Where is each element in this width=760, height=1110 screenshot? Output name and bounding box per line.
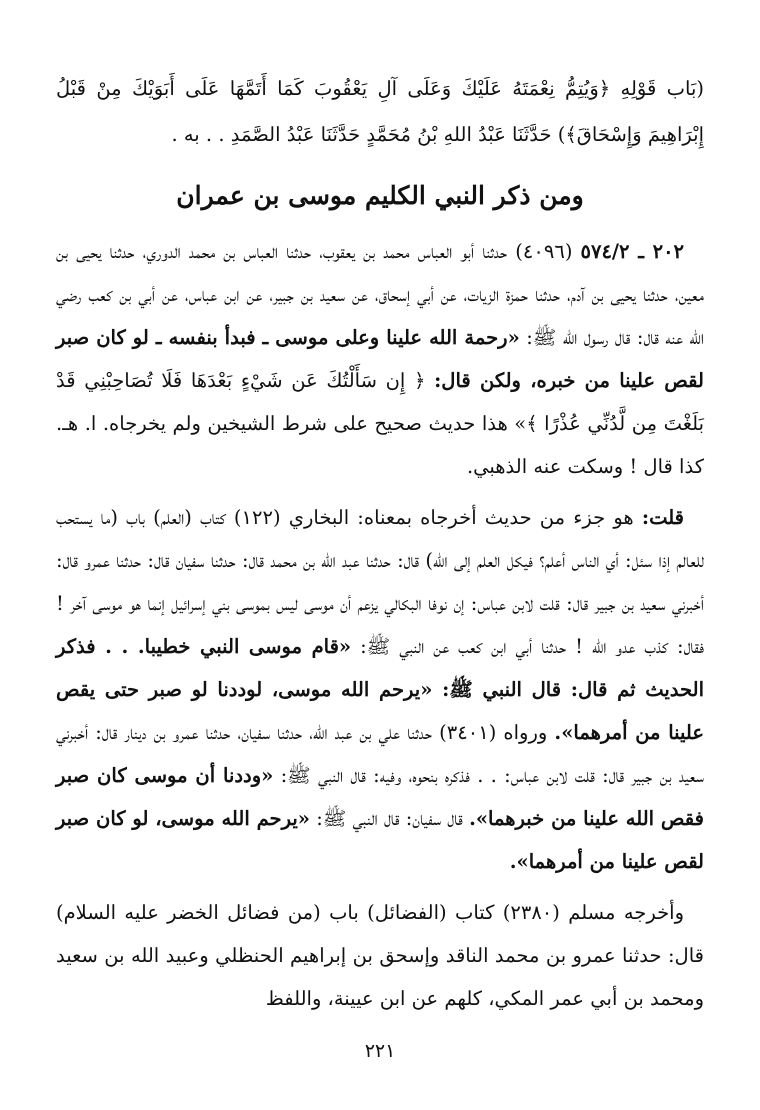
quran-verse: ﴿ إِن سَأَلْتُكَ عَن شَيْءٍ بَعْدَهَا فَلَا تُصَاحِبْنِي قَدْ بَلَغْتَ مِن لَّدُنِّي عُذْرًا ﴾» bbox=[56, 369, 705, 435]
intro-paragraph: (بَاب قَوْلِهِ ﴿وَيُتِمُّ نِعْمَتَهُ عَلَيْكَ وَعَلَى آلِ يَعْقُوبَ كَمَا أَتَمَّهَا عَلَى أَبَوَيْكَ مِنْ قَبْلُ إِبْرَاهِيمَ وَإِسْحَاقَ﴾) حَدَّثَنَا عَبْدُ اللهِ بْنُ مُحَمَّدٍ حَدَّثَنَا عَبْدُ الصَّمَدِ . . به . bbox=[56, 77, 704, 146]
qult-bold-a: «قام موسى النبي خطيبا. . . فذكر الحديث ثم قال: قال النبي ﷺ: «يرحم الله موسى، لوددنا لو صبر حتى يقص علينا من أمرهما». bbox=[56, 635, 705, 744]
document-page bbox=[56, 66, 704, 1020]
qult-bold-b: «وددنا أن موسى كان صبر فقص الله علينا من خبرهما». bbox=[56, 764, 704, 830]
muslim-paragraph: وأخرجه مسلم (٢٣٨٠) كتاب (الفضائل) باب (من فضائل الخضر عليه السلام) قال: حدثنا عمرو بن محمد الناقد وإسحق بن إبراهيم الحنظلي وعبيد الله بن سعيد ومحمد بن أبي عمر المكي، كلهم عن ابن عيينة، واللفظ bbox=[56, 901, 704, 1010]
hadith-grading-text: هذا حديث صحيح على شرط الشيخين ولم يخرجاه. ا. هـ. كذا قال ! وسكت عنه الذهبي. bbox=[56, 412, 704, 478]
qult-bold-c: «يرحم الله موسى، لو كان صبر لقص علينا من أمرهما». bbox=[56, 807, 704, 873]
qult-text-a: هو جزء من حديث أخرجاه بمعناه: البخاري (١٢٢) كتاب (العلم) باب (ما يستحب للعالم إذا سئل: أي الناس أعلم؟ فيكل العلم إلى الله) قال: حدثنا عبد الله بن محمد قال: حدثنا سفيان قال: حدثنا عمرو قال: أخبرني سعيد بن جبير قال: قلت لابن عباس: إن نوفا البكالي يزعم أن موسى ليس بموسى بني إسرائيل إنما هو موسى آخر ! فقال: كذب عدو الله ! حدثنا أبي ابن كعب عن النبي ﷺ: bbox=[56, 506, 704, 658]
qult-text-b: ورواه (٣٤٠١) حدثنا علي بن عبد الله، حدثنا سفيان، حدثنا عمرو بن دينار قال: أخبرني سعيد بن جبير قال: قلت لابن عباس: . . فذكره بنحوه، وفيه: قال النبي ﷺ: bbox=[56, 721, 704, 787]
qult-paragraph bbox=[56, 496, 704, 883]
qult-label: قلت: bbox=[641, 506, 684, 529]
section-heading: ومن ذكر النبي الكليم موسى بن عمران bbox=[176, 181, 584, 210]
qult-text-c: قال سفيان: قال النبي ﷺ: bbox=[309, 807, 470, 830]
hadith-paragraph bbox=[56, 230, 704, 488]
hadith-chain-text: (٤٠٩٦) حدثنا أبو العباس محمد بن يعقوب، حدثنا العباس بن محمد الدوري، حدثنا يحيى بن معين، حدثنا يحيى بن آدم، حدثنا حمزة الزيات، عن أبي إسحاق، عن سعيد بن جبير، عن ابن عباس، عن أبي بن كعب رضي الله عنه قال: قال رسول الله ﷺ: bbox=[56, 240, 704, 349]
hadith-number: ٢٠٢ ـ ٥٧٤/٢ bbox=[580, 240, 685, 263]
page-number: ٢٢١ bbox=[364, 1040, 396, 1062]
hadith-bold-quote: «رحمة الله علينا وعلى موسى ـ فبدأ بنفسه ـ لو كان صبر لقص علينا من خبره، ولكن قال: bbox=[56, 326, 704, 392]
